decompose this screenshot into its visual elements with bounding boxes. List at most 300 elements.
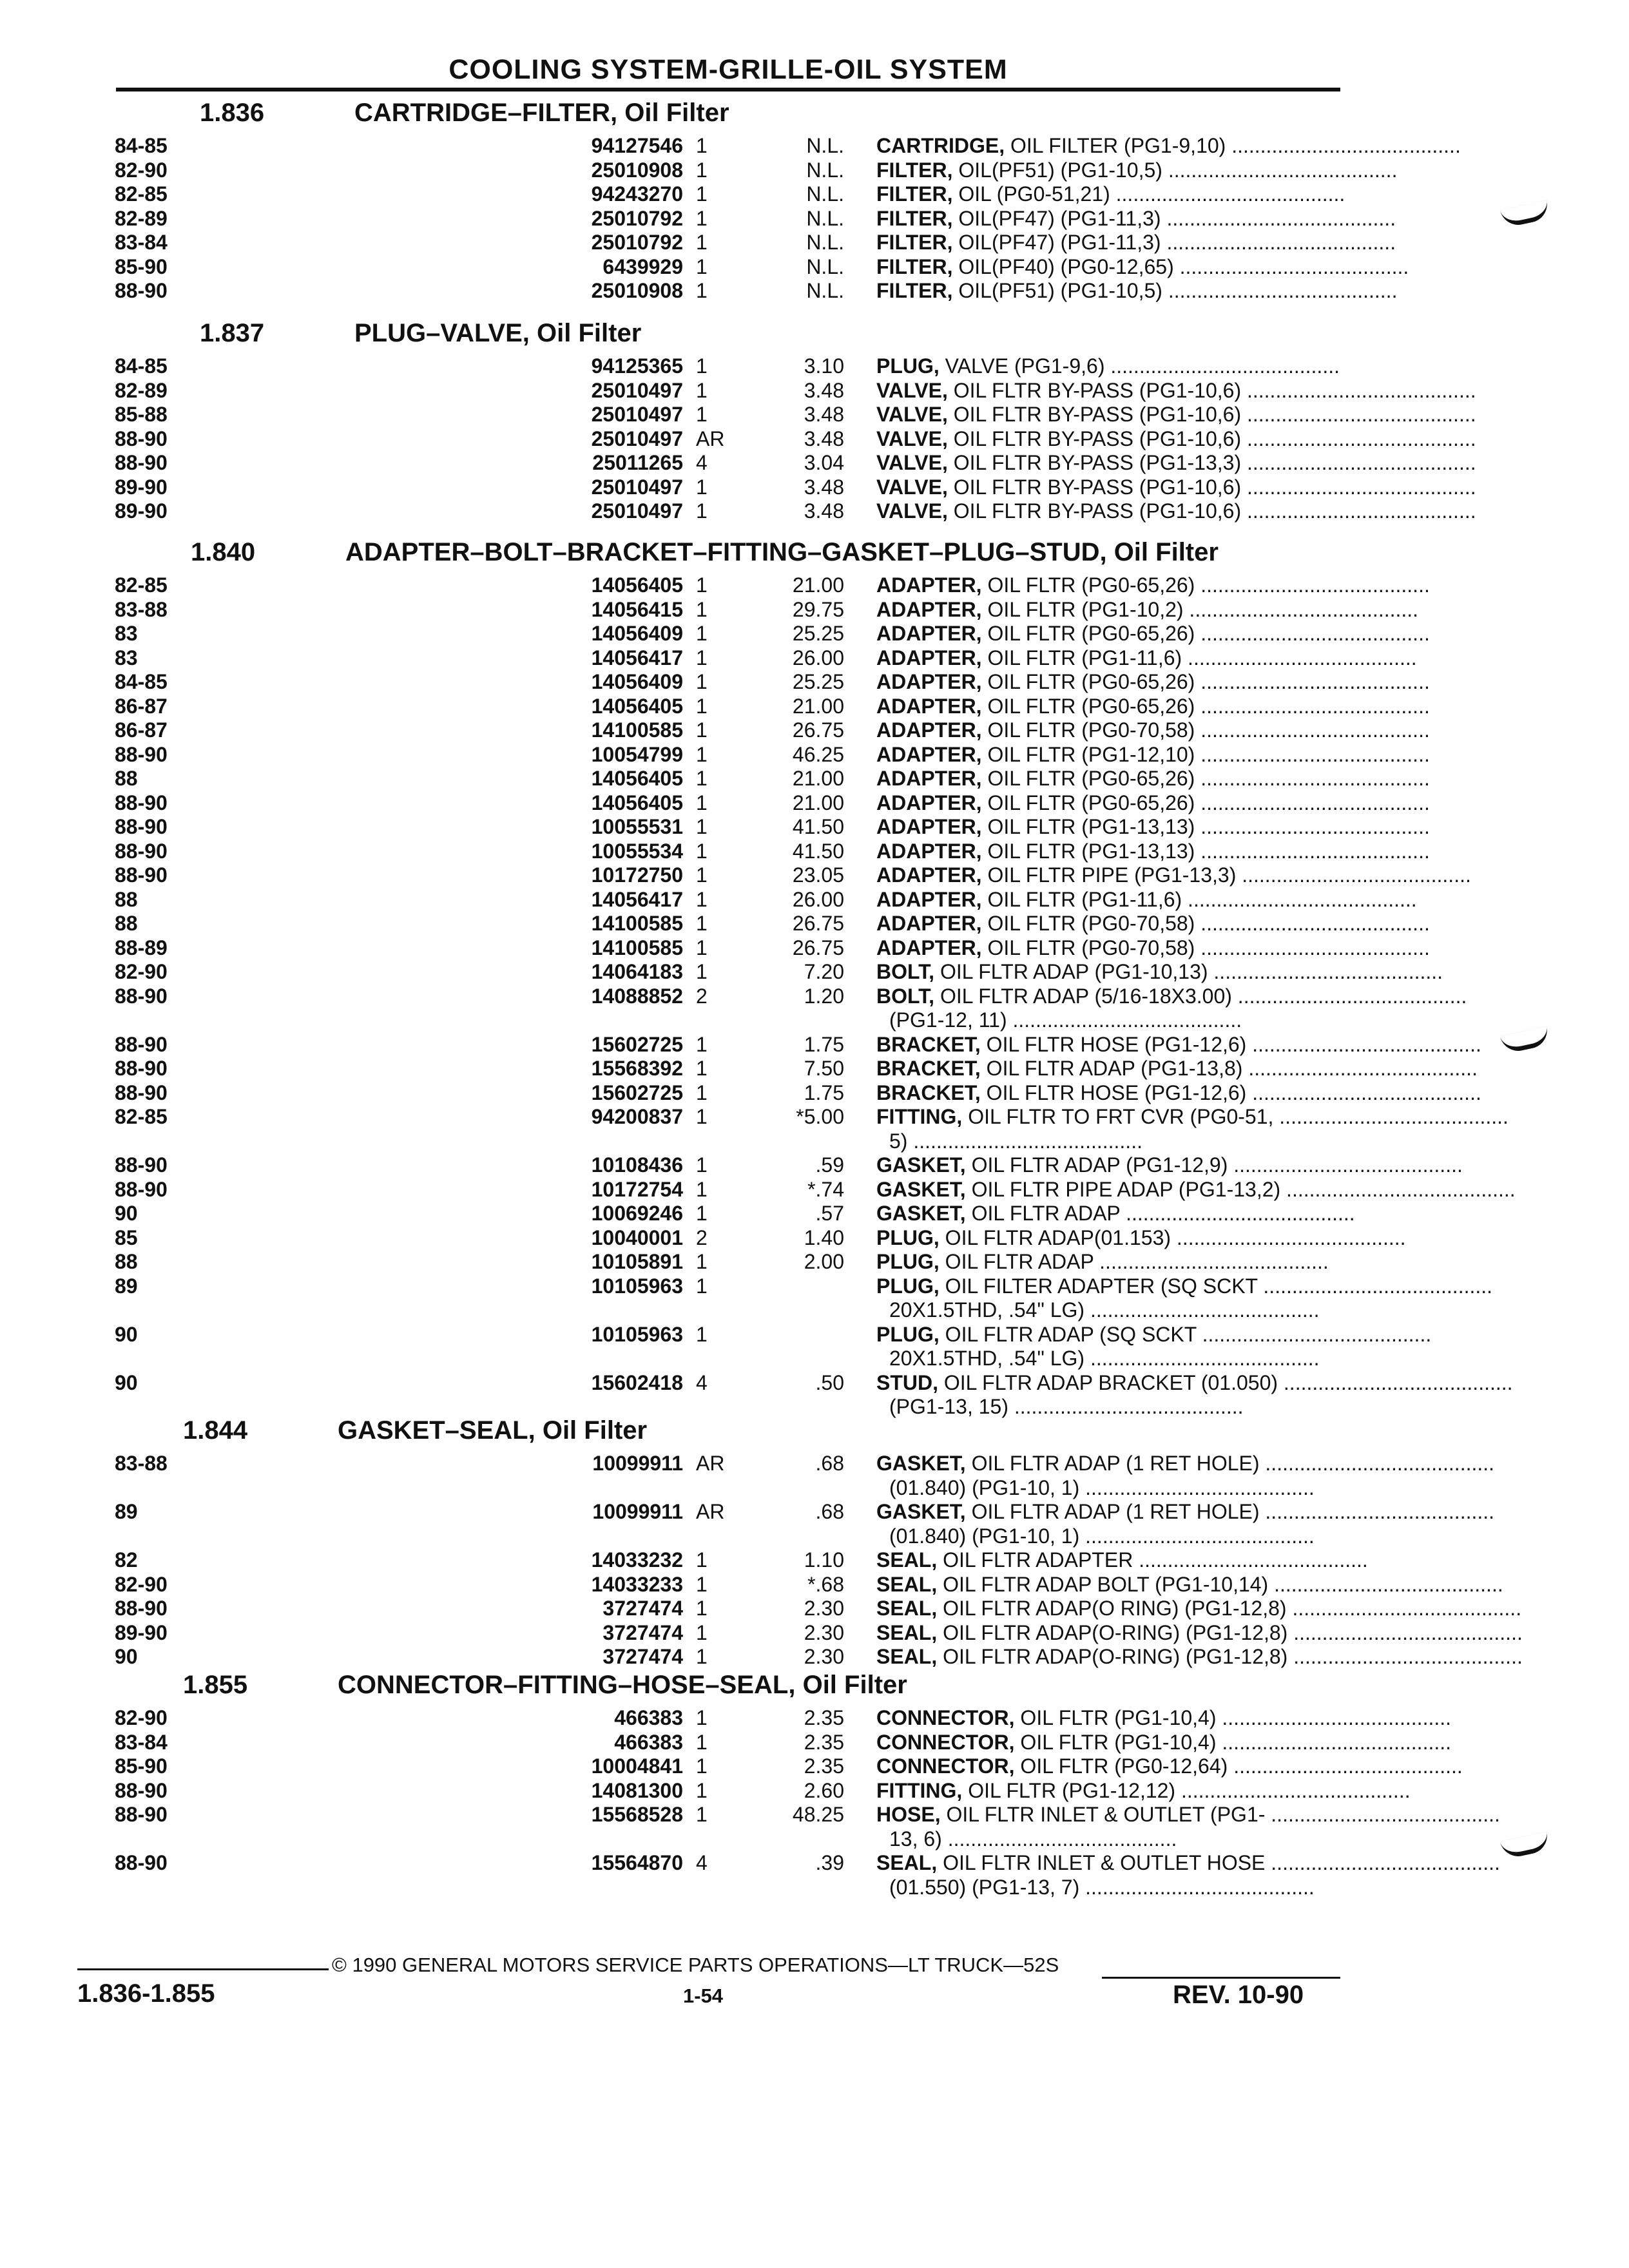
model-years: 88-90 bbox=[115, 984, 168, 1008]
part-name: ADAPTER, bbox=[876, 887, 982, 911]
price: 41.50 bbox=[792, 815, 844, 838]
part-number: 14056417 bbox=[591, 646, 683, 669]
part-name: STUD, bbox=[876, 1370, 938, 1394]
leader-dots: ........................................ bbox=[1162, 279, 1398, 302]
continued-text: (01.840) (PG1-10, 1) bbox=[889, 1524, 1080, 1548]
part-description bbox=[876, 451, 1476, 475]
part-description bbox=[876, 1177, 1516, 1202]
part-description-continued bbox=[889, 1008, 1353, 1032]
part-description bbox=[876, 378, 1476, 403]
part-name: GASKET, bbox=[876, 1452, 966, 1475]
part-number: 94125365 bbox=[591, 354, 683, 378]
part-name: SEAL, bbox=[876, 1597, 938, 1620]
model-years: 88-90 bbox=[115, 863, 168, 887]
part-row bbox=[0, 1573, 1629, 1597]
price: 25.25 bbox=[792, 622, 844, 645]
part-row bbox=[0, 1323, 1629, 1347]
part-name: SEAL, bbox=[876, 1572, 938, 1596]
copyright-notice: © 1990 GENERAL MOTORS SERVICE PARTS OPERATIONS—LT TRUCK—52S bbox=[332, 1954, 1059, 1976]
leader-dots: ........................................ bbox=[1278, 1370, 1513, 1394]
part-description-text: OIL FLTR BY-PASS (PG1-10,6) bbox=[947, 475, 1242, 499]
price: N.L. bbox=[806, 279, 844, 302]
section-number: 1.844 bbox=[183, 1416, 248, 1445]
leader-dots: ........................................ bbox=[1195, 791, 1430, 814]
leader-dots: ........................................ bbox=[1280, 1177, 1516, 1201]
part-row-continuation bbox=[0, 1476, 1629, 1500]
footer-rule-right bbox=[1102, 1977, 1340, 1979]
model-years: 82-90 bbox=[115, 1572, 168, 1596]
part-number: 466383 bbox=[614, 1706, 683, 1729]
leader-dots: ........................................ bbox=[1195, 573, 1430, 597]
price: 3.48 bbox=[804, 403, 844, 426]
leader-dots: ........................................ bbox=[1259, 1452, 1495, 1475]
continued-text: 13, 6) bbox=[889, 1827, 942, 1850]
price: 1.10 bbox=[804, 1548, 844, 1571]
quantity: 1 bbox=[696, 378, 708, 402]
section-number: 1.840 bbox=[191, 538, 256, 566]
leader-dots: ........................................ bbox=[1268, 1572, 1503, 1596]
part-name: HOSE, bbox=[876, 1803, 941, 1826]
model-years: 88-90 bbox=[115, 1032, 168, 1056]
part-description bbox=[876, 815, 1430, 839]
part-description bbox=[876, 791, 1430, 815]
part-name: ADAPTER, bbox=[876, 791, 982, 814]
price: 26.75 bbox=[792, 912, 844, 935]
part-number: 6439929 bbox=[602, 255, 683, 278]
part-row bbox=[0, 1621, 1629, 1645]
quantity: 1 bbox=[696, 1645, 708, 1668]
part-row bbox=[0, 403, 1629, 427]
section-number: 1.836 bbox=[200, 99, 265, 127]
part-row bbox=[0, 1153, 1629, 1177]
part-description bbox=[876, 231, 1396, 255]
price: 26.00 bbox=[792, 646, 844, 669]
leader-dots: ........................................ bbox=[1273, 1105, 1509, 1128]
part-name: ADAPTER, bbox=[876, 573, 982, 597]
part-name: BRACKET, bbox=[876, 1032, 981, 1056]
part-number: 10099911 bbox=[592, 1500, 683, 1523]
model-years: 83-84 bbox=[115, 231, 168, 254]
part-row bbox=[0, 622, 1629, 646]
section-title: ADAPTER–BOLT–BRACKET–FITTING–GASKET–PLUG–STUD, Oil Filter bbox=[345, 538, 1219, 566]
model-years: 88-90 bbox=[115, 1177, 168, 1201]
part-description-text: OIL(PF51) (PG1-10,5) bbox=[952, 279, 1162, 302]
price: .68 bbox=[815, 1452, 844, 1475]
model-years: 88 bbox=[115, 767, 138, 790]
part-name: BOLT, bbox=[876, 984, 935, 1008]
part-description-text: OIL FLTR HOSE (PG1-12,6) bbox=[980, 1032, 1247, 1056]
part-number: 94243270 bbox=[591, 182, 683, 206]
quantity: 1 bbox=[696, 499, 708, 523]
leader-dots: ........................................ bbox=[1195, 936, 1430, 959]
part-name: GASKET, bbox=[876, 1153, 966, 1177]
part-row bbox=[0, 379, 1629, 403]
part-row-continuation bbox=[0, 1008, 1629, 1032]
part-row bbox=[0, 134, 1629, 158]
leader-dots: ........................................ bbox=[1208, 960, 1443, 983]
part-row-continuation bbox=[0, 1524, 1629, 1548]
part-name: ADAPTER, bbox=[876, 936, 982, 959]
part-description bbox=[876, 670, 1430, 694]
part-name: CONNECTOR, bbox=[876, 1730, 1015, 1754]
price: 26.00 bbox=[792, 887, 844, 911]
part-description-text: OIL(PF40) (PG0-12,65) bbox=[952, 255, 1174, 278]
leader-dots: ........................................ bbox=[1175, 1778, 1411, 1802]
quantity: 1 bbox=[696, 1202, 708, 1225]
quantity: 1 bbox=[696, 622, 708, 645]
part-name: FITTING, bbox=[876, 1105, 963, 1128]
part-row bbox=[0, 670, 1629, 694]
leader-dots: ........................................ bbox=[1216, 1706, 1452, 1729]
section-title: CARTRIDGE–FILTER, Oil Filter bbox=[354, 99, 729, 127]
part-description bbox=[876, 1274, 1493, 1298]
part-row bbox=[0, 695, 1629, 718]
part-description bbox=[876, 1081, 1481, 1105]
part-description-text: OIL FLTR (PG0-65,26) bbox=[981, 573, 1195, 597]
part-description-text: OIL FLTR (PG1-10,4) bbox=[1014, 1706, 1217, 1729]
part-description-text: OIL FLTR ADAP (PG1-12,9) bbox=[965, 1153, 1228, 1177]
part-description bbox=[876, 499, 1476, 523]
quantity: 1 bbox=[696, 206, 708, 230]
part-name: SEAL, bbox=[876, 1851, 938, 1874]
continued-text: (PG1-12, 11) bbox=[889, 1008, 1007, 1032]
part-description-continued bbox=[889, 1476, 1353, 1500]
part-description-text: OIL FLTR PIPE ADAP (PG1-13,2) bbox=[965, 1177, 1281, 1201]
part-description bbox=[876, 622, 1430, 646]
price: 21.00 bbox=[792, 791, 844, 814]
part-number: 466383 bbox=[614, 1730, 683, 1754]
price: 41.50 bbox=[792, 839, 844, 863]
part-description-text: VALVE (PG1-9,6) bbox=[939, 354, 1105, 378]
price: 2.35 bbox=[804, 1706, 844, 1729]
part-row bbox=[0, 646, 1629, 670]
leader-dots: ........................................ bbox=[1246, 1081, 1481, 1104]
leader-dots: ........................................ bbox=[1195, 622, 1430, 645]
quantity: 1 bbox=[696, 1572, 708, 1596]
part-description bbox=[876, 158, 1398, 182]
model-years: 89 bbox=[115, 1274, 138, 1298]
price: 1.40 bbox=[804, 1225, 844, 1249]
part-row bbox=[0, 1597, 1629, 1620]
part-number: 25010497 bbox=[591, 378, 683, 402]
part-name: ADAPTER, bbox=[876, 670, 982, 693]
quantity: 1 bbox=[696, 1322, 708, 1346]
part-row bbox=[0, 354, 1629, 378]
model-years: 88-90 bbox=[115, 1851, 168, 1874]
part-description-text: OIL FLTR BY-PASS (PG1-13,3) bbox=[947, 451, 1242, 474]
part-name: ADAPTER, bbox=[876, 597, 982, 621]
leader-dots: ........................................ bbox=[1226, 134, 1461, 157]
model-years: 83-84 bbox=[115, 1730, 168, 1754]
price: 3.48 bbox=[804, 378, 844, 402]
part-number: 10099911 bbox=[592, 1452, 683, 1475]
leader-dots: ........................................ bbox=[1257, 1274, 1493, 1298]
part-row bbox=[0, 840, 1629, 863]
quantity: 2 bbox=[696, 984, 708, 1008]
price: *.74 bbox=[807, 1177, 844, 1201]
part-number: 15602725 bbox=[591, 1081, 683, 1104]
leader-dots: ........................................ bbox=[1195, 839, 1430, 863]
model-years: 88-90 bbox=[115, 791, 168, 814]
part-description bbox=[876, 597, 1419, 622]
price: 2.00 bbox=[804, 1250, 844, 1273]
model-years: 88-90 bbox=[115, 279, 168, 302]
model-years: 82-85 bbox=[115, 182, 168, 206]
part-row bbox=[0, 573, 1629, 597]
continued-text: (PG1-13, 15) bbox=[889, 1395, 1008, 1418]
leader-dots: ........................................ bbox=[1161, 231, 1396, 254]
part-description bbox=[876, 1032, 1481, 1057]
part-name: ADAPTER, bbox=[876, 694, 982, 718]
part-description-text: OIL FLTR (PG1-11,6) bbox=[981, 646, 1182, 669]
price: 3.48 bbox=[804, 427, 844, 450]
model-years: 83 bbox=[115, 622, 138, 645]
model-years: 88-90 bbox=[115, 839, 168, 863]
part-number: 15602725 bbox=[591, 1032, 683, 1056]
part-name: FILTER, bbox=[876, 255, 953, 278]
part-description-text: OIL FLTR BY-PASS (PG1-10,6) bbox=[947, 403, 1242, 426]
part-description bbox=[876, 134, 1461, 158]
part-description-text: OIL FLTR (PG1-13,13) bbox=[981, 839, 1195, 863]
model-years: 89-90 bbox=[115, 1620, 168, 1644]
part-description-text: OIL FLTR (PG1-12,10) bbox=[981, 742, 1195, 766]
quantity: 1 bbox=[696, 912, 708, 935]
leader-dots: ........................................ bbox=[1195, 670, 1430, 693]
part-description bbox=[876, 1730, 1452, 1754]
part-description-text: OIL FLTR (PG0-65,26) bbox=[981, 622, 1195, 645]
price: 7.20 bbox=[804, 960, 844, 983]
quantity: 1 bbox=[696, 767, 708, 790]
part-row bbox=[0, 279, 1629, 303]
part-row bbox=[0, 1033, 1629, 1057]
part-name: VALVE, bbox=[876, 427, 948, 450]
price: N.L. bbox=[806, 158, 844, 182]
part-row bbox=[0, 159, 1629, 182]
quantity: 1 bbox=[696, 646, 708, 669]
part-number: 14081300 bbox=[591, 1778, 683, 1802]
leader-dots: ........................................ bbox=[1084, 1298, 1320, 1321]
leader-dots: ........................................ bbox=[1287, 1620, 1523, 1644]
model-years: 82-89 bbox=[115, 378, 168, 402]
quantity: 1 bbox=[696, 1057, 708, 1080]
part-number: 10105963 bbox=[591, 1274, 683, 1298]
leader-dots: ........................................ bbox=[1287, 1645, 1523, 1668]
part-description-text: OIL FLTR (PG0-65,26) bbox=[981, 767, 1195, 790]
model-years: 84-85 bbox=[115, 670, 168, 693]
part-row bbox=[0, 743, 1629, 767]
part-row bbox=[0, 1500, 1629, 1524]
part-number: 10108436 bbox=[591, 1153, 683, 1177]
quantity: 1 bbox=[696, 1803, 708, 1826]
part-description-continued bbox=[889, 1524, 1353, 1548]
leader-dots: ........................................ bbox=[1094, 1250, 1329, 1273]
model-years: 88-90 bbox=[115, 427, 168, 450]
part-name: ADAPTER, bbox=[876, 646, 982, 669]
quantity: 1 bbox=[696, 475, 708, 499]
part-description-text: OIL FLTR (PG1-13,13) bbox=[981, 815, 1195, 838]
part-row bbox=[0, 815, 1629, 839]
model-years: 88-90 bbox=[115, 1778, 168, 1802]
part-number: 10105891 bbox=[591, 1250, 683, 1273]
price: *5.00 bbox=[796, 1105, 844, 1128]
quantity: 2 bbox=[696, 1225, 708, 1249]
leader-dots: ........................................ bbox=[1241, 475, 1476, 499]
part-row bbox=[0, 718, 1629, 742]
part-description bbox=[876, 694, 1430, 718]
part-row-continuation bbox=[0, 1876, 1629, 1899]
price: 26.75 bbox=[792, 936, 844, 959]
model-years: 90 bbox=[115, 1370, 138, 1394]
model-years: 83 bbox=[115, 646, 138, 669]
model-years: 88-90 bbox=[115, 1057, 168, 1080]
leader-dots: ........................................ bbox=[1259, 1500, 1495, 1523]
part-number: 25010792 bbox=[591, 206, 683, 230]
part-description bbox=[876, 1851, 1500, 1875]
part-row bbox=[0, 1851, 1629, 1875]
section-title: GASKET–SEAL, Oil Filter bbox=[338, 1416, 648, 1445]
model-years: 88-90 bbox=[115, 451, 168, 474]
part-row bbox=[0, 451, 1629, 475]
part-description bbox=[876, 863, 1471, 887]
leader-dots: ........................................ bbox=[1162, 158, 1398, 182]
part-number: 14100585 bbox=[591, 912, 683, 935]
model-years: 89-90 bbox=[115, 499, 168, 523]
leader-dots: ........................................ bbox=[1120, 1202, 1355, 1225]
leader-dots: ........................................ bbox=[1084, 1347, 1320, 1370]
part-name: PLUG, bbox=[876, 1274, 940, 1298]
price: 29.75 bbox=[792, 597, 844, 621]
part-row bbox=[0, 936, 1629, 960]
price: 26.75 bbox=[792, 718, 844, 742]
quantity: 1 bbox=[696, 1778, 708, 1802]
quantity: AR bbox=[696, 1452, 725, 1475]
leader-dots: ........................................ bbox=[1231, 984, 1467, 1008]
page-number: 1-54 bbox=[683, 1984, 724, 2007]
part-number: 14088852 bbox=[591, 984, 683, 1008]
price: .68 bbox=[815, 1500, 844, 1523]
part-name: FILTER, bbox=[876, 231, 953, 254]
part-description-text: OIL FLTR HOSE (PG1-12,6) bbox=[980, 1081, 1247, 1104]
price: N.L. bbox=[806, 255, 844, 278]
part-description-text: OIL FLTR BY-PASS (PG1-10,6) bbox=[947, 378, 1242, 402]
part-name: VALVE, bbox=[876, 451, 948, 474]
part-row bbox=[0, 1548, 1629, 1572]
part-description-text: OIL FLTR (PG0-12,64) bbox=[1014, 1754, 1228, 1778]
part-name: GASKET, bbox=[876, 1500, 966, 1523]
quantity: 1 bbox=[696, 1177, 708, 1201]
part-description-text: OIL FLTR INLET & OUTLET HOSE bbox=[937, 1851, 1266, 1874]
leader-dots: ........................................ bbox=[1265, 1851, 1500, 1874]
part-row bbox=[0, 863, 1629, 887]
part-number: 14100585 bbox=[591, 718, 683, 742]
price: 3.10 bbox=[804, 354, 844, 378]
quantity: 1 bbox=[696, 1032, 708, 1056]
part-description bbox=[876, 1597, 1522, 1620]
part-row bbox=[0, 1754, 1629, 1778]
leader-dots: ........................................ bbox=[1241, 403, 1476, 426]
part-name: PLUG, bbox=[876, 1225, 940, 1249]
part-number: 10004841 bbox=[591, 1754, 683, 1778]
model-years: 88-90 bbox=[115, 1081, 168, 1104]
quantity: 1 bbox=[696, 863, 708, 887]
leader-dots: ........................................ bbox=[907, 1129, 1142, 1153]
price: 48.25 bbox=[792, 1803, 844, 1826]
part-description-text: OIL FLTR (PG1-11,6) bbox=[981, 887, 1182, 911]
part-name: VALVE, bbox=[876, 403, 948, 426]
part-number: 14056415 bbox=[591, 597, 683, 621]
part-name: FITTING, bbox=[876, 1778, 963, 1802]
quantity: 1 bbox=[696, 742, 708, 766]
quantity: 1 bbox=[696, 694, 708, 718]
part-number: 10055534 bbox=[591, 839, 683, 863]
quantity: 1 bbox=[696, 1105, 708, 1128]
price: 21.00 bbox=[792, 573, 844, 597]
price: .57 bbox=[815, 1202, 844, 1225]
part-description-text: OIL FLTR (PG1-12,12) bbox=[962, 1778, 1176, 1802]
part-description-continued bbox=[889, 1129, 1353, 1153]
part-row bbox=[0, 1226, 1629, 1250]
part-number: 14056405 bbox=[591, 767, 683, 790]
model-years: 88 bbox=[115, 912, 138, 935]
part-row bbox=[0, 1057, 1629, 1081]
part-number: 10172750 bbox=[591, 863, 683, 887]
continued-text: 20X1.5THD, .54" LG) bbox=[889, 1298, 1085, 1321]
part-number: 25010497 bbox=[591, 427, 683, 450]
quantity: AR bbox=[696, 1500, 725, 1523]
part-number: 10172754 bbox=[591, 1177, 683, 1201]
part-description-text: OIL FLTR PIPE (PG1-13,3) bbox=[981, 863, 1237, 887]
part-row bbox=[0, 888, 1629, 912]
part-name: SEAL, bbox=[876, 1548, 938, 1571]
part-description bbox=[876, 427, 1476, 451]
quantity: 4 bbox=[696, 1370, 708, 1394]
part-number: 14033233 bbox=[591, 1572, 683, 1596]
leader-dots: ........................................ bbox=[1173, 255, 1409, 278]
part-description bbox=[876, 1803, 1500, 1827]
part-description-text: OIL FLTR (PG0-70,58) bbox=[981, 912, 1195, 935]
part-description-text: OIL FLTR INLET & OUTLET (PG1- bbox=[940, 1803, 1266, 1826]
part-description bbox=[876, 1225, 1406, 1250]
part-description bbox=[876, 767, 1430, 791]
part-description bbox=[876, 984, 1467, 1008]
part-number: 10055531 bbox=[591, 815, 683, 838]
quantity: 1 bbox=[696, 403, 708, 426]
part-row bbox=[0, 476, 1629, 499]
part-row bbox=[0, 207, 1629, 231]
part-row bbox=[0, 499, 1629, 523]
leader-dots: ........................................ bbox=[941, 1827, 1177, 1850]
part-description-text: OIL FLTR BY-PASS (PG1-10,6) bbox=[947, 499, 1242, 523]
leader-dots: ........................................ bbox=[1133, 1548, 1368, 1571]
price: 3.04 bbox=[804, 451, 844, 474]
part-row bbox=[0, 1202, 1629, 1225]
price: 21.00 bbox=[792, 694, 844, 718]
part-name: FILTER, bbox=[876, 206, 953, 230]
part-description-text: OIL FLTR ADAP (PG1-10,13) bbox=[934, 960, 1208, 983]
quantity: 1 bbox=[696, 354, 708, 378]
section-title: CONNECTOR–FITTING–HOSE–SEAL, Oil Filter bbox=[338, 1671, 907, 1699]
model-years: 89 bbox=[115, 1500, 138, 1523]
part-number: 14056405 bbox=[591, 694, 683, 718]
part-name: SEAL, bbox=[876, 1645, 938, 1668]
part-description bbox=[876, 742, 1430, 767]
part-name: ADAPTER, bbox=[876, 718, 982, 742]
model-years: 85-90 bbox=[115, 1754, 168, 1778]
part-number: 3727474 bbox=[602, 1620, 683, 1644]
part-number: 15564870 bbox=[591, 1851, 683, 1874]
part-name: GASKET, bbox=[876, 1202, 966, 1225]
leader-dots: ........................................ bbox=[1195, 912, 1430, 935]
